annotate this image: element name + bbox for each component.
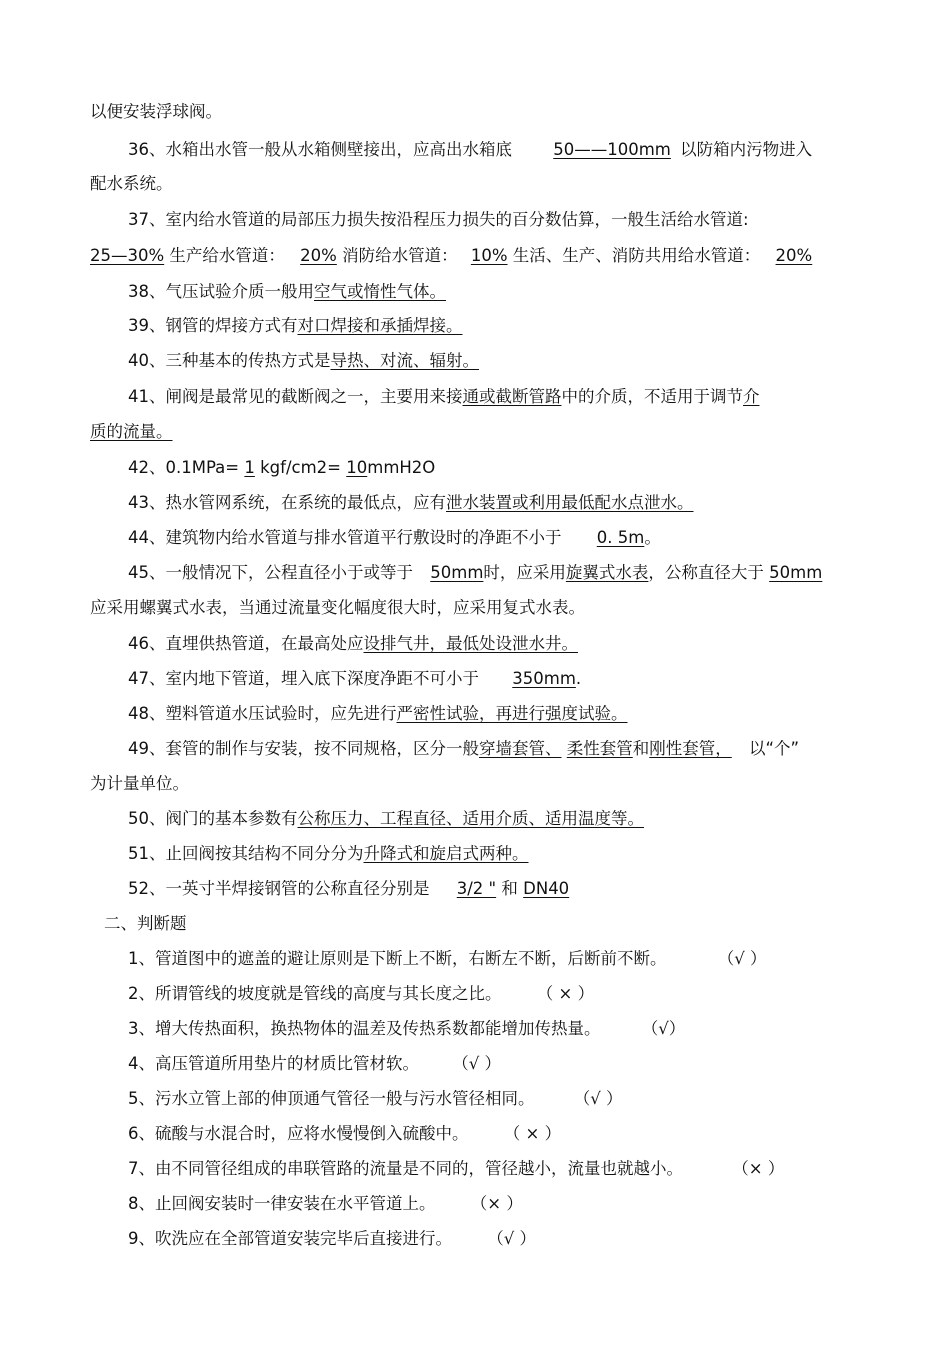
- text-line: [90, 101, 222, 123]
- question-text: 。: [644, 528, 661, 547]
- item-answer: （× ）: [732, 1159, 785, 1178]
- item-text: 1、管道图中的遮盖的避让原则是下断上不断，右断左不断，后断前不断。: [128, 949, 667, 968]
- question-43: [128, 492, 694, 514]
- judgement-item: [128, 948, 767, 970]
- question-46: [128, 633, 578, 655]
- question-text: 时，应采用: [483, 563, 566, 582]
- question-text: kgf/cm2=: [260, 458, 341, 477]
- question-37: [128, 209, 749, 231]
- item-text: 3、增大传热面积，换热物体的温差及传热系数都能增加传热量。: [128, 1019, 601, 1038]
- item-answer: （√ ）: [487, 1229, 537, 1248]
- item-text: 9、吹洗应在全部管道安装完毕后直接进行。: [128, 1229, 452, 1248]
- answer-blank: 50——100mm: [553, 140, 671, 159]
- question-text: 以防箱内污物进入: [680, 140, 813, 159]
- question-text: 50、阀门的基本参数有: [128, 809, 298, 828]
- question-37-cont: [90, 245, 812, 267]
- question-text: 46、直埋供热管道，在最高处应: [128, 634, 364, 653]
- question-text: 以“个”: [749, 739, 800, 758]
- question-41: [128, 386, 760, 408]
- question-36: [128, 139, 812, 161]
- answer-blank: 3/2 ": [456, 879, 497, 898]
- item-text: 8、止回阀安装时一律安装在水平管道上。: [128, 1194, 436, 1213]
- question-text: ，公称直径大于: [648, 563, 764, 582]
- question-text: 配水系统。: [90, 174, 173, 193]
- answer-blank: 设排气井，最低处设泄水井。: [363, 634, 578, 653]
- item-answer: （× ）: [470, 1194, 523, 1213]
- question-47: [128, 668, 581, 690]
- answer-blank: 350mm: [512, 669, 576, 688]
- answer-blank: 旋翼式水表: [565, 563, 649, 582]
- question-text: 应采用螺翼式水表，当通过流量变化幅度很大时，应采用复式水表。: [90, 598, 585, 617]
- question-45: [128, 562, 822, 584]
- answer-blank: 50mm: [430, 563, 484, 582]
- question-text: mmH2O: [367, 458, 436, 477]
- question-49: [128, 738, 799, 760]
- question-38: [128, 281, 446, 303]
- question-text: 和: [632, 739, 650, 758]
- answer-blank: 导热、对流、辐射。: [330, 351, 479, 370]
- answer-blank: 1: [244, 458, 255, 477]
- answer-blank: 0. 5m: [596, 528, 645, 547]
- answer-blank: 通或截断管路: [462, 387, 562, 406]
- item-text: 6、硫酸与水混合时，应将水慢慢倒入硫酸中。: [128, 1124, 469, 1143]
- question-text: 47、室内地下管道，埋入底下深度净距不可小于: [128, 669, 479, 688]
- question-39: [128, 315, 463, 337]
- question-text: 48、塑料管道水压试验时，应先进行: [128, 704, 397, 723]
- judgement-item: [128, 1018, 685, 1040]
- question-text: 生产给水管道：: [169, 246, 285, 265]
- question-48: [128, 703, 628, 725]
- answer-blank: 10%: [470, 246, 508, 265]
- answer-blank: 柔性套管: [566, 739, 633, 758]
- item-text: 4、高压管道所用垫片的材质比管材软。: [128, 1054, 419, 1073]
- question-text: 中的介质，不适用于调节: [561, 387, 743, 406]
- question-44: [128, 527, 661, 549]
- question-49-cont: [90, 773, 189, 795]
- answer-blank: DN40: [523, 879, 570, 898]
- question-text: 42、0.1MPa=: [128, 458, 240, 477]
- question-text: 消防给水管道：: [342, 246, 458, 265]
- item-text: 7、由不同管径组成的串联管路的流量是不同的，管径越小，流量也就越小。: [128, 1159, 683, 1178]
- question-text: 39、钢管的焊接方式有: [128, 316, 298, 335]
- answer-blank: 20%: [775, 246, 813, 265]
- question-text: 52、一英寸半焊接钢管的公称直径分别是: [128, 879, 430, 898]
- question-text: 45、一般情况下，公程直径小于或等于: [128, 563, 413, 582]
- question-text: 49、套管的制作与安装，按不同规格，区分一般: [128, 739, 479, 758]
- answer-blank: 公称压力、工程直径、适用介质、适用温度等。: [297, 809, 644, 828]
- item-answer: （√ ）: [452, 1054, 502, 1073]
- question-text: 38、气压试验介质一般用: [128, 282, 314, 301]
- question-50: [128, 808, 644, 830]
- answer-blank: 20%: [300, 246, 337, 265]
- item-answer: （√ ）: [717, 949, 767, 968]
- answer-blank: 泄水装置或利用最低配水点泄水。: [446, 493, 694, 512]
- answer-blank: 严密性试验，再进行强度试验。: [396, 704, 628, 723]
- question-text: 44、建筑物内给水管道与排水管道平行敷设时的净距不小于: [128, 528, 562, 547]
- judgement-item: [128, 1158, 784, 1180]
- answer-blank: 质的流量。: [90, 422, 173, 441]
- judgement-item: [128, 983, 594, 1005]
- question-51: [128, 843, 529, 865]
- question-text: 37、室内给水管道的局部压力损失按沿程压力损失的百分数估算，一般生活给水管道:: [128, 210, 749, 229]
- item-answer: （ × ）: [536, 984, 595, 1003]
- question-text: 40、三种基本的传热方式是: [128, 351, 331, 370]
- judgement-item: [128, 1228, 536, 1250]
- question-52: [128, 878, 569, 900]
- question-text: 43、热水管网系统，在系统的最低点，应有: [128, 493, 446, 512]
- answer-blank: 25—30%: [90, 246, 165, 265]
- judgement-item: [128, 1088, 623, 1110]
- answer-blank: 50mm: [769, 563, 823, 582]
- judgement-item: [128, 1193, 523, 1215]
- question-text: 为计量单位。: [90, 774, 189, 793]
- judgement-item: [128, 1123, 561, 1145]
- answer-blank: 升降式和旋启式两种。: [363, 844, 529, 863]
- answer-blank: 对口焊接和承插焊接。: [297, 316, 463, 335]
- answer-blank: 10: [346, 458, 368, 477]
- question-45-cont: [90, 597, 585, 619]
- question-text: 36、水箱出水管一般从水箱侧壁接出，应高出水箱底: [128, 140, 512, 159]
- item-answer: （√ ）: [573, 1089, 623, 1108]
- question-36-cont: [90, 173, 173, 195]
- question-text: 41、闸阀是最常见的截断阀之一，主要用来接: [128, 387, 463, 406]
- question-text: .: [575, 669, 582, 688]
- answer-blank: 穿墙套管、: [479, 739, 562, 758]
- question-text: 生活、生产、消防共用给水管道：: [512, 246, 761, 265]
- answer-blank: 空气或惰性气体。: [314, 282, 446, 301]
- section-heading: 二、判断题: [104, 914, 187, 933]
- answer-blank: 介: [743, 387, 760, 406]
- question-40: [128, 350, 479, 372]
- question-text: 51、止回阀按其结构不同分分为: [128, 844, 364, 863]
- answer-blank: 刚性套管，: [649, 739, 732, 758]
- question-42: [128, 457, 435, 479]
- question-41-cont: [90, 421, 173, 443]
- line-text: 以便安装浮球阀。: [90, 102, 222, 121]
- judgement-item: [128, 1053, 501, 1075]
- item-answer: （√）: [641, 1019, 686, 1038]
- question-text: 和: [501, 879, 518, 898]
- item-text: 5、污水立管上部的伸顶通气管径一般与污水管径相同。: [128, 1089, 535, 1108]
- item-answer: （ × ）: [503, 1124, 562, 1143]
- item-text: 2、所谓管线的坡度就是管线的高度与其长度之比。: [128, 984, 502, 1003]
